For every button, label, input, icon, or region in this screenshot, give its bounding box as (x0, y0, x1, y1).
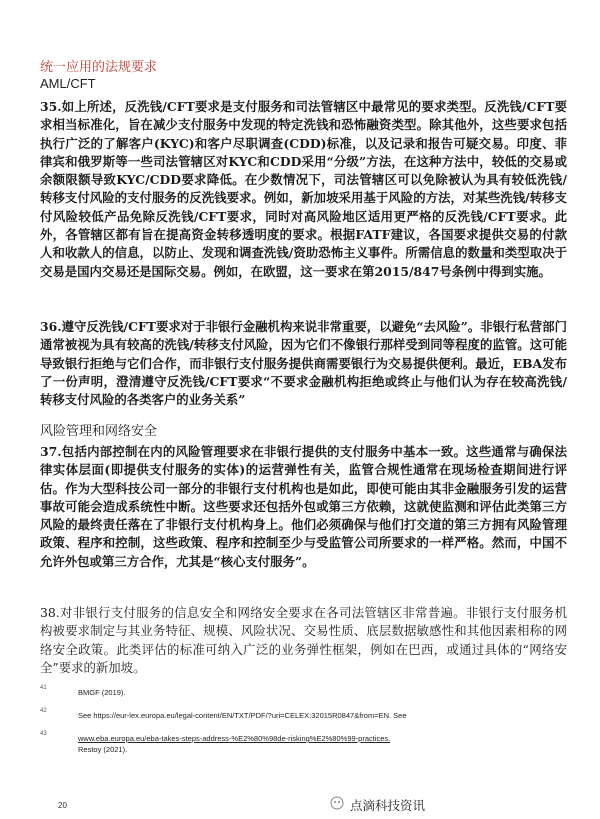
paragraph-38 (40, 604, 567, 677)
paragraph-text: 遵守反洗钱/CFT要求对于非银行金融机构来说非常重要，以避免“去风险”。非银行私营部门通常被视为具有较高的洗钱/转移支付风险，因为它们不像银行那样受到同等程度的监管。这可能导致银行拒绝与它们合作，而非银行支付服务提供商需要银行为交易提供便利。最近，EBA发布了一份声明，澄清遵守反洗钱/CFT要求“不要求金融机构拒绝或终止与他们认为存在较高洗钱/转移支付风险的各类客户的业务关系” (40, 319, 567, 408)
paragraph-number: 38. (40, 605, 60, 620)
footnote-number: 43 (40, 731, 47, 737)
footnote (40, 745, 560, 754)
footnote-number: 42 (40, 708, 47, 714)
watermark-text: 点滴科技资讯 (350, 798, 426, 813)
footnote-text: Restoy (2021). (78, 745, 128, 754)
wechat-logo-icon (330, 796, 344, 810)
paragraph-text: 包括内部控制在内的风险管理要求在非银行提供的支付服务中基本一致。这些通常与确保法律实体层面(即提供支付服务的实体)的运营弹性有关，监管合规性通常在现场检查期间进行评估。作为大型科技公司一部分的非银行支付机构也是如此，即使可能由其非金融服务引发的运营事故可能会造成系统性中断。这些要求还包括外包或第三方依赖，这就使监测和评估此类第三方风险的最终责任落在了非银行支付机构身上。他们必须确保与他们打交道的第三方拥有风险管理政策、程序和控制，这些政策、程序和控制至少与受监管公司所要求的一样严格。然而，中国不允许外包或第三方合作，尤其是“核心支付服务”。 (40, 444, 567, 569)
footnote-text: See https://eur-lex.europa.eu/legal-content/EN/TXT/PDF/?uri=CELEX:32015R0847&from=EN. See (78, 711, 407, 720)
footnote-link[interactable]: www.eba.europa.eu/eba-takes-steps-address-%E2%80%98de-risking%E2%80%99-practices. (78, 734, 391, 743)
paragraph-number: 35. (40, 99, 62, 114)
footnote-number: 41 (40, 685, 47, 691)
heading-risk-management: 风险管理和网络安全 (40, 424, 158, 439)
footnotes (40, 685, 560, 763)
footnote-text: BMGF (2019). (78, 688, 126, 697)
footnote (40, 708, 560, 720)
paragraph-37 (40, 443, 567, 571)
subtitle: AML/CFT (40, 76, 96, 91)
page-number: 20 (58, 801, 67, 810)
paragraph-number: 36. (40, 319, 62, 334)
paragraph-35 (40, 98, 567, 281)
footnote (40, 685, 560, 697)
paragraph-text: 如上所述，反洗钱/CFT要求是支付服务和司法管辖区中最常见的要求类型。反洗钱/CFT要求相当标准化，旨在减少支付服务中发现的特定洗钱和恐怖融资类型。除其他外，这些要求包括执行广泛的了解客户(KYC)和客户尽职调查(CDD)标准，以及记录和报告可疑交易。印度、菲律宾和俄罗斯等一些司法管辖区对KYC和CDD采用“分级”方法，在这种方法中，较低的交易或余额限额导致KYC/CDD要求降低。在少数情况下，司法管辖区可以免除被认为具有较低洗钱/转移支付风险的支付服务的反洗钱要求。例如，新加坡采用基于风险的方法，对某些洗钱/转移支付风险较低产品免除反洗钱/CFT要求，同时对高风险地区适用更严格的反洗钱/CFT要求。此外，各管辖区都有旨在提高资金转移透明度的要求。根据FATF建议，各国要求提供交易的付款人和收款人的信息，以防止、发现和调查洗钱/资助恐怖主义事件。所需信息的数量和类型取决于交易是国内交易还是国际交易。例如，在欧盟，这一要求在第2015/847号条例中得到实施。 (40, 99, 567, 279)
paragraph-36 (40, 318, 567, 409)
footnote (40, 731, 560, 743)
paragraph-number: 37. (40, 444, 62, 459)
paragraph-text: 对非银行支付服务的信息安全和网络安全要求在各司法管辖区非常普遍。非银行支付服务机构被要求制定与其业务特征、规模、风险状况、交易性质、底层数据敏感性和其他因素相称的网络安全政策。此类评估的标准可纳入广泛的业务弹性框架，例如在巴西，或通过具体的“网络安全”要求的新加坡。 (40, 605, 567, 675)
section-title: 统一应用的法规要求 (40, 60, 158, 75)
